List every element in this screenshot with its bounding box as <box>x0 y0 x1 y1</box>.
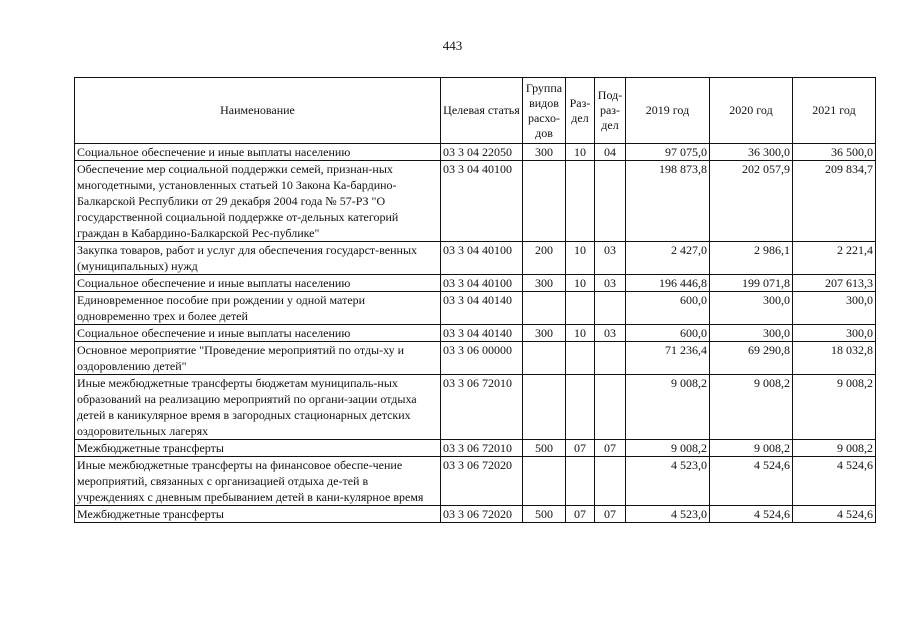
table-row <box>75 325 876 342</box>
cell-subsection <box>595 457 626 506</box>
header-section: Раз-дел <box>566 78 595 144</box>
table-row <box>75 161 876 242</box>
header-group: Группа видов расхо-дов <box>523 78 566 144</box>
cell-target: 03 3 06 00000 <box>441 342 523 375</box>
cell-target: 03 3 06 72010 <box>441 440 523 457</box>
cell-y2020: 2 986,1 <box>710 242 793 275</box>
cell-name: Межбюджетные трансферты <box>75 506 441 523</box>
cell-y2019: 9 008,2 <box>626 375 710 440</box>
table-row <box>75 292 876 325</box>
cell-group <box>523 161 566 242</box>
cell-y2021: 9 008,2 <box>793 440 876 457</box>
cell-section: 07 <box>566 506 595 523</box>
table-row <box>75 144 876 161</box>
cell-section: 10 <box>566 144 595 161</box>
cell-subsection: 04 <box>595 144 626 161</box>
cell-y2020: 69 290,8 <box>710 342 793 375</box>
cell-y2021: 207 613,3 <box>793 275 876 292</box>
table-row <box>75 457 876 506</box>
cell-y2021: 2 221,4 <box>793 242 876 275</box>
cell-y2021: 4 524,6 <box>793 506 876 523</box>
cell-subsection <box>595 161 626 242</box>
cell-group <box>523 375 566 440</box>
cell-y2020: 300,0 <box>710 292 793 325</box>
cell-y2020: 9 008,2 <box>710 440 793 457</box>
header-target: Целевая статья <box>441 78 523 144</box>
cell-target: 03 3 06 72010 <box>441 375 523 440</box>
cell-target: 03 3 04 40140 <box>441 325 523 342</box>
cell-name: Закупка товаров, работ и услуг для обеспечения государст-венных (муниципальных) нужд <box>75 242 441 275</box>
cell-subsection: 07 <box>595 440 626 457</box>
cell-y2019: 196 446,8 <box>626 275 710 292</box>
table-row <box>75 242 876 275</box>
cell-y2019: 71 236,4 <box>626 342 710 375</box>
cell-target: 03 3 04 40100 <box>441 275 523 292</box>
cell-group: 300 <box>523 144 566 161</box>
cell-group: 300 <box>523 325 566 342</box>
cell-y2021: 300,0 <box>793 325 876 342</box>
cell-subsection <box>595 375 626 440</box>
cell-target: 03 3 06 72020 <box>441 506 523 523</box>
cell-subsection: 07 <box>595 506 626 523</box>
cell-target: 03 3 04 22050 <box>441 144 523 161</box>
cell-group <box>523 342 566 375</box>
cell-target: 03 3 06 72020 <box>441 457 523 506</box>
header-row <box>75 78 876 144</box>
header-name: Наименование <box>75 78 441 144</box>
cell-section <box>566 342 595 375</box>
cell-section: 10 <box>566 242 595 275</box>
header-2019: 2019 год <box>626 78 710 144</box>
cell-section <box>566 161 595 242</box>
cell-group <box>523 457 566 506</box>
cell-y2021: 18 032,8 <box>793 342 876 375</box>
cell-target: 03 3 04 40140 <box>441 292 523 325</box>
header-2020: 2020 год <box>710 78 793 144</box>
cell-y2020: 300,0 <box>710 325 793 342</box>
cell-subsection <box>595 342 626 375</box>
cell-subsection: 03 <box>595 242 626 275</box>
header-2021: 2021 год <box>793 78 876 144</box>
cell-y2019: 600,0 <box>626 292 710 325</box>
cell-target: 03 3 04 40100 <box>441 161 523 242</box>
cell-group: 300 <box>523 275 566 292</box>
cell-y2019: 600,0 <box>626 325 710 342</box>
cell-name: Иные межбюджетные трансферты на финансовое обеспе-чение мероприятий, связанных с организацией отдыха де-тей в учреждениях с дневным пребыванием детей в кани-кулярное время <box>75 457 441 506</box>
cell-group: 500 <box>523 506 566 523</box>
cell-y2019: 9 008,2 <box>626 440 710 457</box>
cell-y2021: 4 524,6 <box>793 457 876 506</box>
table-body <box>75 144 876 523</box>
cell-name: Иные межбюджетные трансферты бюджетам муниципаль-ных образований на реализацию мероприятий по органи-зации отдыха детей в каникулярное время в загородных стационарных детских оздоровительных лагерях <box>75 375 441 440</box>
table-row <box>75 275 876 292</box>
cell-y2019: 198 873,8 <box>626 161 710 242</box>
page-number: 443 <box>442 38 463 53</box>
cell-y2020: 9 008,2 <box>710 375 793 440</box>
cell-group: 200 <box>523 242 566 275</box>
cell-section: 07 <box>566 440 595 457</box>
budget-table <box>74 77 876 523</box>
table-row <box>75 440 876 457</box>
cell-subsection: 03 <box>595 275 626 292</box>
cell-y2020: 4 524,6 <box>710 457 793 506</box>
cell-y2020: 4 524,6 <box>710 506 793 523</box>
cell-y2019: 97 075,0 <box>626 144 710 161</box>
cell-section: 10 <box>566 325 595 342</box>
cell-name: Единовременное пособие при рождении у одной матери одновременно трех и более детей <box>75 292 441 325</box>
cell-name: Межбюджетные трансферты <box>75 440 441 457</box>
cell-name: Основное мероприятие "Проведение мероприятий по отды-ху и оздоровлению детей" <box>75 342 441 375</box>
cell-name: Обеспечение мер социальной поддержки семей, признан-ных многодетными, установленных статьей 10 Закона Ка-бардино-Балкарской Республики от 29 декабря 2004 года № 57-РЗ "О государственной социальной поддержке от-дельных категорий граждан в Кабардино-Балкарской Рес-публике" <box>75 161 441 242</box>
cell-y2020: 202 057,9 <box>710 161 793 242</box>
table-row <box>75 506 876 523</box>
cell-y2020: 199 071,8 <box>710 275 793 292</box>
table-row <box>75 375 876 440</box>
cell-y2021: 9 008,2 <box>793 375 876 440</box>
cell-section <box>566 292 595 325</box>
cell-subsection: 03 <box>595 325 626 342</box>
cell-y2021: 36 500,0 <box>793 144 876 161</box>
cell-name: Социальное обеспечение и иные выплаты населению <box>75 325 441 342</box>
cell-section: 10 <box>566 275 595 292</box>
cell-y2019: 2 427,0 <box>626 242 710 275</box>
cell-y2021: 209 834,7 <box>793 161 876 242</box>
cell-name: Социальное обеспечение и иные выплаты населению <box>75 275 441 292</box>
cell-y2019: 4 523,0 <box>626 506 710 523</box>
cell-section <box>566 457 595 506</box>
cell-y2020: 36 300,0 <box>710 144 793 161</box>
cell-subsection <box>595 292 626 325</box>
cell-target: 03 3 04 40100 <box>441 242 523 275</box>
cell-section <box>566 375 595 440</box>
cell-group <box>523 292 566 325</box>
cell-y2021: 300,0 <box>793 292 876 325</box>
cell-name: Социальное обеспечение и иные выплаты населению <box>75 144 441 161</box>
cell-group: 500 <box>523 440 566 457</box>
header-subsection: Под-раз-дел <box>595 78 626 144</box>
table-row <box>75 342 876 375</box>
cell-y2019: 4 523,0 <box>626 457 710 506</box>
